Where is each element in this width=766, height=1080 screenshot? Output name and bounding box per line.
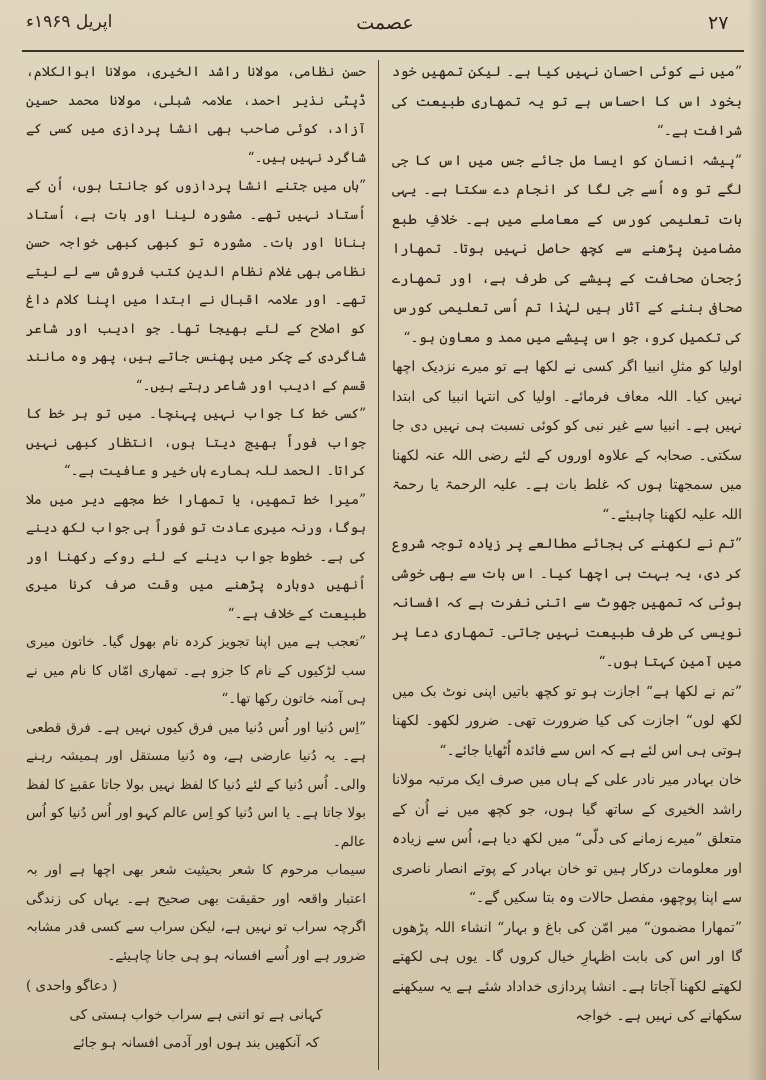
paragraph: ”میرا خط تمھیں، یا تمھارا خط مجھے دیر میں ملا ہوگا، ورنہ میری عادت تو فوراً ہی جواب لکھ دینے کی ہے۔ خطوط جواب دینے کے لئے روکے رکھنا اور اُنھیں دوبارہ پڑھنے میں وقت صرف کرنا میری طبیعت کے خلاف ہے۔“: [26, 491, 366, 622]
left-column: [26, 58, 366, 1058]
magazine-title: عصمت: [356, 12, 414, 34]
verse-line: کہ آنکھیں بند ہوں اور آدمی افسانہ ہو جائے: [73, 1035, 319, 1051]
paragraph: ”تم نے لکھنے کی بجائے مطالعے پر زیادہ توجہ شروع کر دی، یہ بہت ہی اچھا کیا۔ اس بات سے بھی خوشی ہوئی کہ تمھیں جھوٹ سے اتنی نفرت ہے کہ افسانہ نویسی کی طرف طبیعت نہیں جاتی۔ تمھاری دعا پر میں آمین کہتا ہوں۔“: [392, 536, 742, 670]
paragraph: ”تم نے لکھا ہے“ اجازت ہو تو کچھ باتیں اپنی نوٹ بک میں لکھ لوں“ اجازت کی کیا ضرورت تھی۔ ضرور لکھو۔ لکھنا ہوتی ہی اس لئے ہے کہ اس سے فائدہ اُٹھایا جائے۔“: [392, 683, 742, 759]
right-column: [392, 58, 742, 1032]
paragraph: حسن نظامی، مولانا راشد الخیری، مولانا ابوالکلام، ڈپٹی نذیر احمد، علامہ شبلی، مولانا محمد حسین آزاد، کوئی صاحب بھی انشا پردازی میں کسی کے شاگرد نہیں ہیں۔“: [26, 64, 366, 166]
verse-line: کہانی ہے تو اتنی ہے سراب خواب ہستی کی: [69, 1006, 323, 1023]
signature: ( دعاگو واحدی ): [26, 978, 118, 994]
column-divider: [378, 60, 379, 1070]
paragraph: اولیا کو مثلِ انبیا اگر کسی نے لکھا ہے تو میرے نزدیک اچھا نہیں کیا۔ اللہ معاف فرمائے۔ اولیا کی انتہا انبیا کی ابتدا نہیں ہے۔ انبیا سے غیر نبی کو کوئی نسبت ہی نہیں دی جا سکتی۔ صحابہ کے علاوہ اوروں کے لئے رضی اللہ عنہ لکھنا میں سمجھتا ہوں کہ غلط بات ہے۔ علیہ الرحمۃ یا رحمۃ اللہ علیہ لکھنا چاہیئے۔“: [392, 359, 742, 523]
page-number: ۲۷: [708, 12, 729, 34]
paragraph: ”کسی خط کا جواب نہیں پہنچا۔ میں تو ہر خط کا جواب فوراً بھیج دیتا ہوں، انتظار کبھی نہیں کراتا۔ الحمد للہ ہمارے ہاں خیر و عافیت ہے۔“: [26, 406, 366, 479]
paragraph: ”ہاں میں جتنے انشا پردازوں کو جانتا ہوں، اُن کے اُستاد نہیں تھے۔ مشورہ لینا اور بات ہے، اُستاد بنانا اور بات۔ مشورہ تو کبھی کبھی خواجہ حسن نظامی بھی غلام نظام الدین کتب فروش سے لے لیتے تھے۔ اور علامہ اقبال نے ابتدا میں اپنا کلام داغ کو اصلاح کے لئے بھیجا تھا۔ جو ادیب اور شاعر شاگردی کے چکر میں پھنس جاتے ہیں، پھر وہ مانند قسم کے ادیب اور شاعر رہتے ہیں۔“: [26, 178, 366, 394]
paragraph: ”پیشہ انسان کو ایسا مل جائے جس میں اس کا جی لگے تو وہ اُسے جی لگا کر انجام دے سکتا ہے۔ یہی بات تعلیمی کورس کے معاملے میں ہے۔ خلافِ طبع مضامین پڑھنے سے کچھ حاصل نہیں ہوتا۔ تمھارا رُجحان صحافت کے پیشے کی طرف ہے، اور تمھارے صحافی بننے کے آثار ہیں لہٰذا تم اُسی تعلیمی کورس کی تکمیل کرو، جو اس پیشے میں ممد و معاون ہو۔“: [392, 152, 742, 346]
issue-date: اپریل ۱۹۶۹ء: [26, 12, 113, 32]
page-edge-shadow: [748, 0, 766, 1080]
paragraph: ”تعجب ہے میں اپنا تجویز کردہ نام بھول گیا۔ خاتون میری سب لڑکیوں کے نام کا جزو ہے۔ تمھاری امّاں کا نام میں نے ہی آمنہ خاتون رکھا تھا۔“: [26, 634, 366, 707]
paragraph: ”میں نے کوئی احسان نہیں کیا ہے۔ لیکن تمھیں خود بخود اس کا احساس ہے تو یہ تمھاری طبیعت کی شرافت ہے۔“: [392, 64, 742, 139]
paragraph: ”اِس دُنیا اور اُس دُنیا میں فرق کیوں نہیں ہے۔ فرق قطعی ہے۔ یہ دُنیا عارضی ہے، وہ دُنیا مستقل اور ہمیشہ رہنے والی۔ اُس دُنیا کے لئے دُنیا کا لفظ نہیں بولا جاتا عقبےٰ کا لفظ بولا جاتا ہے۔ یا اس دُنیا کو اِس عالم کہو اور اُس دُنیا کو اُس عالم۔: [26, 719, 366, 850]
paragraph: سیماب مرحوم کا شعر بحیثیت شعر بھی اچھا ہے اور بہ اعتبار واقعہ اور حقیقت بھی صحیح ہے۔ یہاں کی زندگی اگرچہ سراب تو نہیں ہے، لیکن سراب سے کسی قدر مشابہ ضرور ہے اور اُسے افسانہ ہو ہی جانا چاہیئے۔: [26, 862, 366, 964]
page-header: [0, 0, 766, 52]
header-rule: [22, 50, 744, 52]
paragraph: ”تمھارا مضمون“ میر امّن کی باغ و بہار“ انشاء اللہ پڑھوں گا اور اس کی بابت اظہارِ خیال کروں گا۔ یوں ہی لکھتے لکھتے لکھنا آجاتا ہے۔ انشا پردازی خداداد شئے ہے یہ سیکھنے سکھانے کی نہیں ہے۔ خواجہ: [392, 919, 742, 1024]
paragraph: خان بہادر میر نادر علی کے ہاں میں صرف ایک مرتبہ مولانا راشد الخیری کے ساتھ گیا ہوں، جو کچھ میں نے اُن کے متعلق ”میرے زمانے کی دلّی“ میں لکھ دیا ہے، اُس سے زیادہ اور معلومات درکار ہیں تو خان بہادر کے پوتے انصار ناصری سے اپنا پوچھو، مفصل حالات وہ بتا سکیں گے۔“: [392, 772, 742, 906]
